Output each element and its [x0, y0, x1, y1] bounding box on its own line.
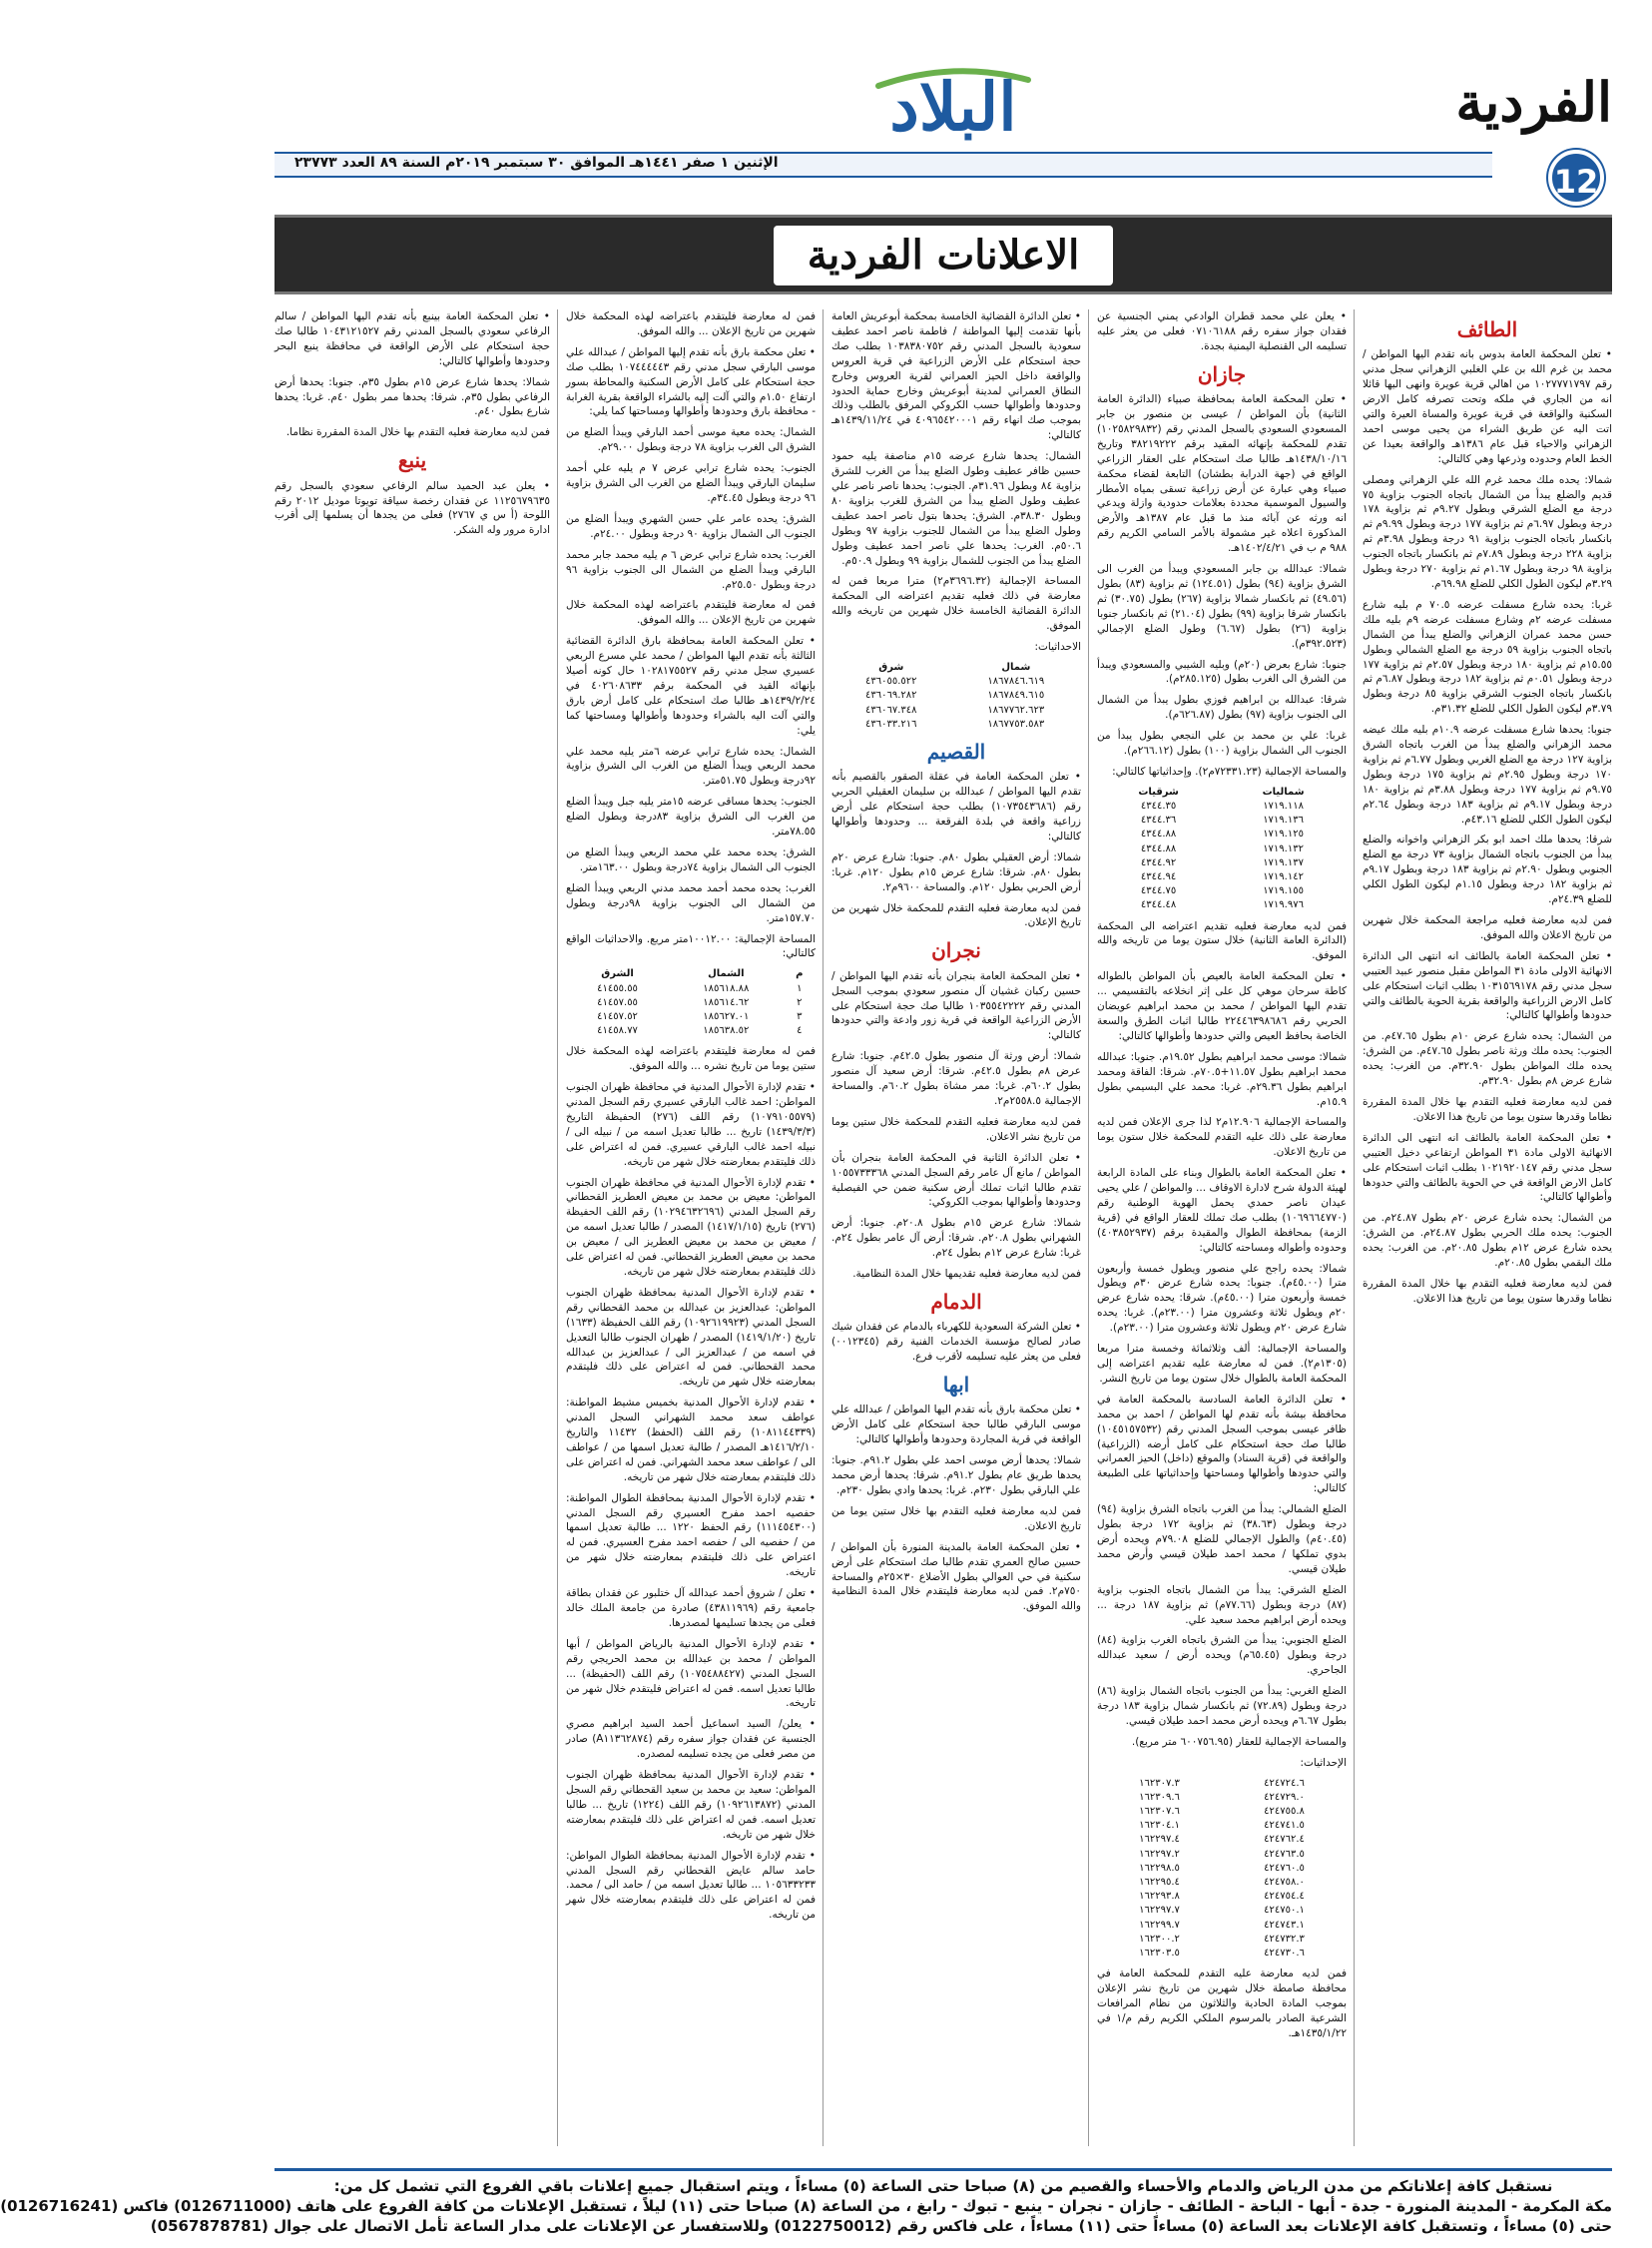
coordinates-table	[1097, 1777, 1347, 1961]
ad-text: شمالا: أرض ورثة آل منصور بطول ٤٢.٥م. جنوبا: شارع عرض ٨م بطول ٤٢.٥م. شرقا: أرض سعيد آل منصور بطول ٦٠.٢م. غربا: ممر مشاة بطول ٦٠.٢م. والمساحة الإجمالية ٢٥٥٨.٥م٢.	[831, 1050, 1081, 1107]
ad-text: فمن لديه معارضة فعليه تقديم اعتراضه الى المحكمة (الدائرة العامة الثانية) خلال ستون يوما من تاريخه والله الموفق.	[1097, 919, 1347, 962]
coord-cell: ١٦٢٢٩٧.٤	[1139, 1834, 1180, 1846]
coord-cell: ١٧١٩.١١٨	[1263, 801, 1304, 813]
ad-text: • تعلن المحكمة العامة بنجران بأنه تقدم اليها المواطن / حسين ركبان غشيان آل منصور سعودي بموجب السجل المدني رقم ١٠٣٥٥٤٢٢٢٢ طالبا صك حجة استحكام على الأرض الزراعية الواقعة في قرية زور وادعة والتي حدودها كالتالي:	[831, 969, 1081, 1042]
city-heading-taif: الطائف	[1456, 317, 1518, 341]
ad-text: شمالا: موسى محمد ابراهيم بطول ١٩.٥٢م. جنوبا: عبدالله محمد ابراهيم بطول ١١.٥٧+٧٠.٥م. شرقا: الفاقة ومحمد ابراهيم بطول ٢٩.٣٦م. غربا: محمد علي البسيمي بطول ١٥.٩م.	[1097, 1050, 1347, 1108]
coord-cell: ١٦٢٣٠٠.٢	[1139, 1933, 1180, 1945]
ad-text: • تعلن محكمة بارق بأنه تقدم اليها المواطن / عبدالله علي موسى البارقي طالبا حجة استحكام على كامل الأرض الواقعة في قرية المجاردة وحدودها وأطوالها كالتالي:	[831, 1404, 1081, 1446]
ad-text: فمن لديه معارضة فعليه مراجعة المحكمة خلال شهرين من تاريخ الاعلان والله الموفق.	[1363, 914, 1612, 941]
ad-text: الغرب: يحده شارع ترابي عرض ٦ م يليه محمد جابر محمد البارقي ويبدأ الضلع من الشمال الى الجنوب بزاوية ٩٦ درجة وبطول ٢٥.٥٠م.	[566, 548, 816, 591]
coord-cell: ٤٢٤٧٥٠.١	[1264, 1905, 1305, 1917]
ad-text: • تقدم لإدارة الأحوال المدنية بمحافظة ظهران الجنوب المواطن: سعيد بن محمد بن سعيد القحطاني رقم السجل المدني (١٠٩٢٦١٣٨٧٢) رقم اللف (١٢٢٤) تاريخ ... طالبا تعديل اسمه. فمن له اعتراض على ذلك فليتقدم بمعارضته خلال شهر من تاريخه.	[566, 1769, 816, 1841]
ad-text: والمساحة الإجمالية: ألف وثلاثمائة وخمسة مترا مربعا (١٣٠٥م٢). فمن له معارضة عليه تقديم اعتراضه إلى المحكمة العامة بالطوال خلال ستون يوما من تاريخ النشر.	[1097, 1343, 1347, 1385]
coord-cell: ١٨٦٧٧٦٢.٦٢٣	[987, 704, 1045, 716]
ad-text: فمن لديه معارضة فعليه التقدم بها خلال المدة المقررة نظاما.	[285, 426, 550, 439]
ad-text: • تقدم لإدارة الأحوال المدنية بخميس مشيط المواطنة: عواطف سعد محمد الشهراني السجل المدني (١٠٨١١٤٤٣٣٩) رقم اللف (الحفظ) ١١٤٣٢ والتاريخ ١٤١٦/٢/١٠هـ المصدر / طالبة تعديل اسمها من / عواطف الى / عواطف سعد محمد الشهراني. فمن له اعتراض على ذلك فليتقدم بمعارضته خلال شهر من تاريخه.	[566, 1397, 816, 1483]
ad-text: فمن له معارضة فليتقدم باعتراضه لهذه المحكمة خلال شهرين من تاريخ الإعلان ... والله الموفق.	[566, 599, 816, 627]
ad-text: • تقدم لإدارة الأحوال المدنية بمحافظة الطوال المواطن: حامد سالم عايض القحطاني رقم السجل المدني ١٠٥٦٣٣٢٣٣ ... طالبا تعديل اسمه من / حامد الى / محمد. فمن له اعتراض على ذلك فليتقدم بمعارضته خلال شهر من تاريخه.	[566, 1849, 816, 1922]
ad-text: • تعلن المحكمة العامة بالطائف انه انتهى الى الدائرة الانهائية الاولى مادة ٣١ المواطن ارتفاعي دخيل العتيبي سجل مدني رقم ١٠٢١٩٢٠١٤٧ بطلب اثبات استحكام على كامل الارض الواقعة في حي الحوية بالطائف والتي حدودها وأطوالها كالتالي:	[1363, 1131, 1612, 1204]
ad-text: الضلع الجنوبي: يبدأ من الشرق باتجاه الغرب بزاوية (٨٤) درجة وبطول (٦٥.٤٥م) ويحده أرض / سعيد عبدالله الجاحري.	[1097, 1634, 1347, 1677]
ad-text: شمالا: عبدالله بن جابر المسعودي ويبدأ من الغرب الى الشرق بزاوية (٩٤) بطول (١٢٤.٥١) ثم بزاوية (٨٣) بطول (٤٩.٥٦) ثم بانكسار شمالا بزاوية (٢٦٧) بطول (٣٠.٧٥) ثم بانكسار شرقا بزاوية (٩٩) بطول (٢١.٠٤) ثم بانكسار جنوبا بزاوية (٢٦) بطول (٦.٦٧) وطول الضلع الإجمالي (٣٩٢.٥٢٣م).	[1097, 563, 1347, 650]
coordinates-table	[1097, 786, 1347, 913]
city-heading-jazan: جازان	[1197, 361, 1247, 386]
coord-cell: ٣	[797, 1010, 803, 1022]
ad-text: شرقا: يحدها ملك احمد ابو بكر الزهراني واخوانه والضلع يبدأ من الجنوب باتجاه الشمال بزاوية ٧٣ درجة مع الضلع الجنوبي وبطول ٢.٩٠م ثم بزاوية ١٨٣ درجة وبطول ٩.١٧م ثم بزاوية ١٨٢ درجة وبطول ١.١٥م ليكون الطول الكلي للضلع ٢٤.٣٩م.	[1363, 834, 1612, 906]
ad-text: غربا: علي بن محمد بن علي النجعي بطول يبدأ من الجنوب الى الشمال بزاوية (١٠٠) بطول (٢٦٦.١٢م).	[1097, 730, 1347, 758]
ad-text: • تعلن المحكمة العامة في عقلة الصقور بالقصيم بأنه تقدم اليها المواطن / عبدالله بن سليمان العقيلي الحربي رقم (١٠٧٣٥٤٣٦٨٦) بطلب حجة استحكام على أرض زراعية واقعة في بلدة الفرقعة ... وحدودها وأطوالها كالتالي:	[831, 771, 1081, 843]
coord-cell: ١٧١٩.١٣٧	[1263, 856, 1304, 868]
coord-header: م	[796, 968, 804, 980]
ad-text: • يعلن/ السيد اسماعيل أحمد السيد ابراهيم مصري الجنسية عن فقدان جواز سفره رقم (A١١٣٦٢٨٧٤) صادر من مصر فعلى من يجده تسليمه لمصدره.	[566, 1718, 817, 1761]
column-divider	[823, 309, 824, 2146]
coord-cell: ١٧١٩.٩٧٦	[1263, 899, 1304, 911]
coord-header: الشمال	[708, 968, 745, 980]
ad-text: فمن له معارضة فليتقدم باعتراضه لهذه المحكمة خلال ستين يوما من تاريخ نشره ... والله الموفق.	[566, 1045, 816, 1073]
city-heading-najran: نجران	[931, 938, 981, 963]
ad-text: الشمال: يحده شارع ترابي عرضه ٦متر يليه محمد علي محمد الربعي ويبدأ الضلع من الغرب الى الشرق بزاوية ٩٢درجة وبطول ٥١.٧٥متر.	[566, 745, 816, 788]
coord-cell: ٤٢٤٧٣٢.٣	[1264, 1933, 1305, 1945]
ad-text: • تعلن / شروق أحمد عبدالله آل ختلبور عن فقدان بطاقة جامعية رقم (٤٣٨١١٩٦٩) صادرة من جامعة الملك خالد فعلى من يجدها تسليمها لمصدرها.	[566, 1587, 817, 1629]
coord-cell: ٤٢٤٧٢٩.٠	[1264, 1791, 1305, 1803]
coord-cell: ٤٢٤٧٥٨.٠	[1264, 1876, 1305, 1888]
coord-cell: ١٧١٩.١٢٥	[1263, 829, 1304, 841]
ad-text: والمساحة الإجمالية ١٢.٩٠٦م٢ لذا جرى الإعلان فمن لديه معارضة على ذلك عليه التقدم للمحكمة خلال ستون يوما من تاريخ الاعلان.	[1097, 1116, 1347, 1159]
coord-cell: ٤٢٤٧٦٠.٥	[1264, 1862, 1305, 1874]
ad-text: غربا: يحده شارع مسفلت عرضه ٧٠.٥ م بليه شارع مسفلت عرضه ٢م وشارع مسفلت عرضه ٩م بليه ملك حسن محمد عمران الزهراني والضلع يبدأ من الشمال باتجاه الجنوب بزاوية ٥٩ درجة مع الضلع الشمالي وبطول ١٥.٥٥م ثم بزاوية ١٨٠ درجة وبطول ٢.٥٧م ثم بزاوية ١٧٧ درجة وبطول ٠.٥١م ثم بزاوية ١٨٢ درجة وبطول ٦.٨٧م ثم بانكسار باتجاه الجنوب الشرقي بزاوية ٨٥ درجة وبطول ٣.٧٩م ليكون الطول الكلي للضلع ٣١.٣٢م.	[1363, 598, 1613, 716]
coord-cell: ٤٣٤٤.٨٨	[1140, 829, 1177, 841]
ad-text: الشمال: يحدها شارع عرضه ١٥م مناصفة يليه حمود حسين ظافر عطيف وطول الضلع يبدأ من الغرب للشرق بزاوية ٨٤ وبطول ٣١.٩٦م. الجنوب: يحدها ناصر ناصر علي عطيف وطول الضلع يبدأ من الشرق للغرب بزاوية ٨٠ وبطول ٣٨.٣٠م. الشرق: يحدها بتول ناصر احمد عطيف وطول الضلع يبدأ من الشمال للجنوب بزاوية ٩٧ وبطول ٥٠.٦م. الغرب: يحدها علي ناصر احمد عطيف وطول الضلع يبدأ من الجنوب للشمال بزاوية ٩٩ وبطول ٥٠.٩م.	[831, 450, 1081, 567]
page-number-badge: 12	[1548, 150, 1604, 206]
coord-cell: ٤١٤٥٧.٥٥	[597, 996, 638, 1008]
coord-cell: ١٨٥٦٢٧.٠١	[703, 1010, 750, 1022]
coord-cell: ١٦٢٢٩٧.٧	[1139, 1905, 1180, 1917]
coord-cell: ٤٣٤٤.٤٨	[1140, 899, 1177, 911]
coord-cell: ٤٣٦٠٣٣.٢١٦	[865, 718, 917, 730]
coord-cell: ١٨٥٦١٨.٨٨	[703, 982, 750, 994]
coord-cell: ٤٢٤٧٦٢.٤	[1264, 1834, 1305, 1846]
coord-header: شرق	[878, 661, 904, 673]
coord-cell: ١٦٢٢٩٥.٤	[1139, 1876, 1180, 1888]
ad-text: فمن لديه معارضة فعليه التقدم للمحكمة خلال ستين يوما من تاريخ نشر الاعلان.	[831, 1115, 1081, 1143]
ad-text: • تقدم لإدارة الأحوال المدنية في محافظة ظهران الجنوب المواطن: احمد غالب البارقي عسيري رقم السجل المدني (١٠٧٩١٠٥٥٧٩) رقم اللف (٢٧٦) الحفيظة التاريخ (١٤٣٩/٣/٣) تاريخ ... طالبا تعديل اسمه من / نبيله الى / نبيله احمد غالب البارقي عسيري. فمن له اعتراض على ذلك فليتقدم بمعارضته خلال شهر من تاريخه.	[566, 1081, 816, 1168]
coord-cell: ٤١٤٥٥.٥٥	[597, 982, 638, 994]
ad-text: المساحة الإجمالية: ١٠٠١٢.٠٠متر مربع. والاحداثيات الواقع كالتالي:	[566, 932, 816, 960]
ad-text: شمالا: يحدها أرض موسى احمد علي بطول ٩١.٢م. جنوبا: يحدها طريق عام بطول ٩١.٢م. شرقا: يحدها أرض محمد علي البارقي بطول ٢٣٠م. غربا: يحدها وادي بطول ٢٣٠م.	[831, 1454, 1082, 1496]
ad-text: • تعلن المحكمة العامة بينبع بأنه تقدم اليها المواطن / سالم الرفاعي سعودي بالسجل المدني رقم ١٠٤٣١٢١٥٢٧ طالبا صك حجة استحكام على الأرض الواقعة في محافظة ينبع البحر وحدودها وأطوالها كالتالي:	[275, 310, 550, 367]
coord-cell: ٤٢٤٧٤١.٥	[1264, 1820, 1305, 1832]
coord-cell: ١٨٦٧٧٥٣.٥٨٣	[987, 718, 1045, 730]
coord-cell: ٤٣٦٠٦٧.٣٤٨	[865, 704, 917, 716]
coord-cell: ٤٣٦٠٥٥.٥٢٢	[865, 676, 917, 688]
column-divider	[1088, 309, 1089, 2146]
coord-cell: ٢	[797, 996, 803, 1008]
ad-text: شمالا: يحدها شارع عرض ١٥م بطول ٣٥م. جنوبا: يحدها أرض الرفاعي بطول ٣٥م. شرقا: يحدها ممر بطول ٤٠م. غربا: يحدها شارع بطول ٤٠م.	[275, 375, 551, 418]
ad-text: من الشمال: يحده شارع عرض ٢٠م بطول ٢٤.٨٧م. من الجنوب: يحده ملك الحربي بطول ٢٤.٨٧م. من الشرق: يحده شارع عرض ١٢م بطول ٢٠.٨٥م. من الغرب: يحده ملك البقمي بطول ٢٠.٨٥م.	[1363, 1212, 1613, 1270]
coord-header: شماليات	[1262, 786, 1305, 798]
coord-cell: ٤٣٤٤.٣٥	[1140, 801, 1177, 813]
section-banner	[275, 215, 1612, 294]
column-5	[275, 309, 550, 2156]
footer-line: مكة المكرمة - المدينة المنورة - جدة - أبها - الباحة - الطائف - جازان - نجران - ينبع - تبوك - رابغ ، من الساعة (٨) صباحا حتى (١١) ليلاً ، تستقبل الإعلانات من كافة الفروع على هاتف (0126711000) فاكس (0126716241)	[0, 2197, 1612, 2215]
ad-text: الضلع الشمالي: يبدأ من الغرب باتجاه الشرق بزاوية (٩٤) درجة وبطول (٣٨.٦٣) ثم بزاوية ١٧٢ درجة بطول (٤٠.٤٥م) والطول الإجمالي للضلع ٧٩.٠٨م ويحده أرض بدوي تملكها / محمد احمد طيلان قيسي وأرض محمد طيلان قيسي.	[1097, 1503, 1347, 1575]
ad-text: • تعلن الدائرة الثانية في المحكمة العامة بنجران بأن المواطن / مانع آل عامر رقم السجل المدني ١٠٥٥٧٣٣٣٦٨ تقدم طالبا اثبات تملك أرض سكنية ضمن حي الفيصلية وحدودها وأطوالها بموجب الكروكي:	[831, 1151, 1081, 1209]
ad-text: والمساحة الإجمالية للعقار (٦٠٠٧٥٦.٩٥ متر مربع).	[1131, 1735, 1347, 1748]
coord-cell: ١٦٢٣٠٣.٥	[1139, 1947, 1180, 1959]
ad-text: الجنوب: يحده شارع ترابي عرض ٧ م يليه علي أحمد سليمان البارقي ويبدأ الضلع من الغرب الى الشرق بزاوية ٩٦ درجة وبطول ٣٤.٤٥م.	[566, 462, 816, 504]
ad-text: • يعلن علي محمد قطران الوادعي يمني الجنسية عن فقدان جواز سفره رقم ٠٧١٠٦١٨٨ فعلى من يعثر عليه تسليمه الى القنصلية اليمنية بجدة.	[1097, 310, 1347, 352]
coord-cell: ١٧١٩.١٤٢	[1263, 870, 1304, 882]
coord-header: شمال	[1001, 661, 1031, 673]
ad-text: شمالا: شارع عرض ١٥م بطول ٢٠.٨م. جنوبا: أرض الشهراني بطول ٢٠.٨م. شرقا: أرض آل عامر بطول ٢٤م. غربا: شارع عرض ١٢م بطول ٢٤م.	[831, 1217, 1081, 1260]
coord-cell: ٤٢٤٧٤٣.١	[1264, 1919, 1305, 1931]
coord-cell: ٤١٤٥٧.٥٢	[597, 1010, 638, 1022]
coord-cell: ٤٢٤٧٦٣.٥	[1264, 1848, 1305, 1860]
coord-cell: ٤٣٤٤.٣٦	[1140, 815, 1177, 827]
ad-text: شرقا: عبدالله بن ابراهيم فوزي بطول يبدأ من الشمال الى الجنوب بزاوية (٩٧) بطول (٦٢٦.٨٧م).	[1097, 694, 1347, 722]
coord-cell: ١٨٦٧٨٤٦.٦١٩	[987, 676, 1045, 688]
column-divider	[557, 309, 558, 2146]
coordinates-table	[831, 661, 1081, 732]
ad-text: • تعلن المحكمة العامة بمحافظة بارق الدائرة القضائية الثالثة بأنه تقدم اليها المواطن / محمد علي مسرع الربعي عسيري سجل مدني رقم ١٠٢٨١٧٥٥٢٧ حال كونه أصيلا بإنهائه القيد في المحكمة برقم ٤٠٢٦٠٨٦٣٣ في ١٤٣٩/٢/٢٤هـ طالبا صك استحكام على كامل أرض بارق والتي آلت اليه بالشراء وحدودها وأطوالها ومساحتها كما يلي:	[566, 635, 816, 737]
masthead	[235, 0, 1652, 200]
coord-cell: ٤٢٤٧٥٤.٤	[1264, 1891, 1305, 1903]
logo-wordmark: البلاد	[889, 68, 1017, 146]
coord-cell: ١٦٢٢٩٩.٧	[1139, 1919, 1180, 1931]
coord-cell: ١٦٢٣٠٧.٣	[1139, 1777, 1180, 1789]
ad-text: فمن لديه معارضة عليه التقدم للمحكمة العامة في محافظة صامطة خلال شهرين من تاريخ نشر الإعلان بموجب المادة الحادية والثلاثون من نظام المرافعات الشرعية الصادر بالمرسوم الملكي الكريم رقم م/١ في ١٤٣٥/١/٢٢هـ.	[1097, 1967, 1347, 2039]
city-heading-yanbu: ينبع	[397, 448, 427, 473]
footer-line: نستقبل كافة إعلاناتكم من مدن الرياض والدمام والأحساء والقصيم من (٨) صباحا حتى الساعة (٥) مساءاً ، ويتم استقبال جميع إعلانات باقي الفروع التي تشمل كل من:	[333, 2177, 1553, 2195]
coord-cell: ٤٣٤٤.٧٥	[1140, 885, 1177, 897]
ad-text: • تقدم لإدارة الأحوال المدنية في محافظة ظهران الجنوب المواطن: معيض بن محمد بن معيض العطريز القحطاني رقم السجل المدني (١٠٢٩٤٦٣٢٦٩٦) رقم اللف الحفيظة (٢٧٦) تاريخ (١٤١٧/١/١٥) المصدر / طالبا تعديل اسمه من / معيض بن محمد بن معيض العطريز الى / معيض بن محمد بن معيض العطريز القحطاني. فمن له اعتراض على ذلك فليتقدم بمعارضته خلال شهر من تاريخه.	[566, 1176, 816, 1278]
ad-text: الشمال: يحده معية موسى أحمد البارقي ويبدأ الضلع من الشرق الى الغرب بزاوية ٧٨ درجة وبطول ٢٩.٠٠م.	[566, 426, 816, 454]
ad-text: فمن لديه معارضة فعليه التقدم بها خلال المدة المقررة نظاما وقدرها ستون يوما من تاريخ هذا الاعلان.	[1363, 1277, 1612, 1305]
ad-text: الشرق: يحده عامر علي حسن الشهري ويبدأ الضلع من الجنوب الى الشمال بزاوية ٩٠ درجة وبطول ٢٤.٠٠م.	[566, 512, 816, 540]
coord-cell: ٤١٤٥٨.٧٧	[597, 1025, 638, 1037]
coord-cell: ٤٢٤٧٣٠.٦	[1264, 1947, 1305, 1959]
ad-text: جنوبا: يحدها شارع مسفلت عرضه ١٠.٩م بليه ملك عيضه محمد الزهراني والضلع يبدأ من الغرب باتجاه الشرق بزاوية ١٢٧ درجة مع الضلع الغربي وبطول ٦.٧٧م ثم بزاوية ١٧٠ درجة وبطول ٢.٩٥م ثم بزاوية ١٧٥ درجة وبطول ٩.٧٥م ثم بزاوية ١٧٧ درجة وبطول ٣.٨٨م ثم بزاوية ١٨٠ درجة وبطول ٩.١٧م ثم بزاوية ١٨٣ درجة وبطول ٢.٦٤م ليكون الطول الكلي للضلع ٤٣.١٦م.	[1363, 724, 1613, 826]
dateline: الإثنين ١ صفر ١٤٤١هـ الموافق ٣٠ سبتمبر ٢٠١٩م السنة ٨٩ العدد ٢٣٧٧٣	[294, 155, 779, 171]
section-title: الفردية	[1455, 70, 1612, 134]
city-heading-dammam: الدمام	[930, 1289, 982, 1314]
ad-text: • تعلن الدائرة القضائية الخامسة بمحكمة أبوعريش العامة بأنها تقدمت إليها المواطنة / فاطمة ناصر احمد عطيف سعودية بالسجل المدني رقم ١٠٣٨٣٨٠٧٥٢ بطلب صك حجة استحكام على الأرض الزراعية في قرية العروس والواقعة داخل الحيز العمراني لقرية العروس وخارج النطاق العمراني لمدينة أبوعريش وخارج حماية الحدود وحدودها وأطوالها حسب الكروكي المرفق بالطلب وذلك بموجب صك انهاء رقم ٤٠٩٦٥٤٢٠٠٠١ في ١٤٣٩/١١/٢٤هـ كالتالي:	[831, 310, 1081, 442]
ad-text: الإحداثيات:	[1300, 1756, 1347, 1769]
coord-cell: ١٦٢٣٠٩.٦	[1139, 1791, 1180, 1803]
coord-cell: ١٦٢٢٩٣.٨	[1139, 1891, 1180, 1903]
ad-text: والمساحة الإجمالية (٧٢٣٣١.٢٣م٢). وإحداثياتها كالتالي:	[1112, 765, 1347, 778]
ad-text: • تقدم لإدارة الأحوال المدنية بمحافظة الطوال المواطنة: حفصيه احمد مفرح العسيري رقم السجل المدني (١١١٤٥٤٣٠٠) رقم الحفظ ١٢٢٠ ... طالبة تعديل اسمها من / حفصيه الى / حفصه احمد مفرح العسيري. فمن له اعتراض على ذلك فليتقدم بمعارضته خلال شهر من تاريخه.	[566, 1491, 816, 1579]
coord-cell: ٤٣٤٤.٨٨	[1140, 843, 1177, 854]
coord-header: الشرق	[601, 968, 634, 980]
coord-cell: ٤٣٤٤.٩٤	[1140, 870, 1177, 882]
coord-cell: ١٧١٩.١٣٢	[1263, 843, 1304, 854]
coord-cell: ٤٣٤٤.٩٢	[1140, 856, 1177, 868]
coord-cell: ٤٢٤٧٥٥.٨	[1264, 1806, 1305, 1818]
city-heading-abha: ابها	[942, 1373, 970, 1398]
coord-header: شرقيات	[1138, 786, 1179, 798]
ad-text: المساحة الإجمالية (٣٦٩٦.٣٢م٢) مترا مربعا فمن له معارضة في ذلك فعليه تقديم اعتراضه الى المحكمة الدائرة القضائية الخامسة خلال شهرين من تاريخه والله الموفق.	[831, 575, 1082, 633]
ad-text: • تعلن المحكمة العامة بدوس بانه تقدم اليها المواطن / محمد بن غرم الله بن علي الغلبي الزهراني سجل مدني رقم ١٠٢٧٧٧١٧٩٧ من اهالي قرية عويرة وانهى اليها قائلا انه من الجاري في ملكه وتحت تصرفه كامل الارض السكنية والواقعة في قرية عويرة والمساة العيرة والتي اتت اليه عن طريق الشراء من يحيى موسى احمد الزهراني والاحياء قبل عام ١٣٨٦هـ والواقعة بعيدا عن الخط العام وحدوده وذرعها وهي كالتالي:	[1363, 348, 1612, 465]
coord-cell: ١٨٦٧٨٤٩.٦١٥	[987, 690, 1045, 702]
ad-text: فمن لديه معارضة فعليه تقديمها خلال المدة النظامية.	[852, 1268, 1081, 1281]
ad-text: الضلع الغربي: يبدأ من الجنوب باتجاه الشمال بزاوية (٨٦) درجة وبطول (٧٢.٨٩) ثم بانكسار شمال بزاوية ١٨٣ درجة بطول ٦.٦٧م ويحده أرض محمد احمد طيلان قيسي.	[1097, 1685, 1347, 1727]
ad-text: الضلع الشرقي: يبدأ من الشمال باتجاه الجنوب بزاوية (٨٧) درجة وبطول (٧٧.٦٦م) ثم بزاوية ١٨٧ درجة ... ويحده أرض ابراهيم محمد سعيد علي.	[1097, 1583, 1347, 1626]
ad-text: • تعلن المحكمة العامة بالطائف انه انتهى الى الدائرة الانهائية الاولى مادة ٣١ المواطن مقبل منصور عبيد العتيبي سجل مدني رقم ١٠٣١٥٦٩١٧٨ بطلب اثبات استحكام على كامل الارض الزراعية والواقعة بقرية الحوية بالطائف والتي حدودها وأطوالها كالتالي:	[1363, 949, 1612, 1022]
ad-text: • تعلن المحكمة العامة بمحافظة صبياء (الدائرة العامة الثانية) بأن المواطن / عيسى بن منصور بن جابر المسعودي السعودي بالسجل المدني رقم (١٠٢٥٨٢٩٨٣٢) تقدم للمحكمة بإنهائه المقيد برقم ٣٨٢١٩٢٢٢ وتاريخ ١٤٣٨/١٠/١٦هـ طالبا صك استحكام على العقار الزراعي الواقع في (جهة الدرابة بطشان) التابعة لقضاء محكمة صبياء وهي عبارة عن أرض زراعية تسقى بمياه الأمطار والسيول الموسمية محددة بعلامات حدودية وازلة ويدعي انه ورثه عن آبائه منذ ما قبل عام ١٣٨٧هـ والأرض المذكورة اعلاه غير مشمولة بالأمر السامي الكريم رقم ٩٨٨ م ب في ١٤٠٢/٤/٢١هـ.	[1097, 393, 1347, 555]
column-4	[566, 309, 816, 2156]
ad-text: الشرق: يحده محمد علي محمد الربعي ويبدأ الضلع من الجنوب الى الشمال بزاوية ٧٤درجة وبطول ١٦٣.٠٠متر.	[566, 846, 816, 873]
footer-notice	[0, 2168, 1612, 2238]
newspaper-logo	[863, 60, 1043, 160]
ad-text: شمالا: يحده ملك محمد غرم الله علي الزهراني ومصلى قديم والضلع يبدأ من الشمال باتجاه الجنوب بزاوية ٧٥ درجة مع الضلع الشرقي وبطول ٩.٢٧م ثم بزاوية ١٧٨ درجة وبطول ٦.٩٧م ثم بزاوية ١٧٧ درجة وبطول ٩.٩٩م ثم بانكسار باتجاه الجنوب بزاوية ٩١ درجة وبطول ٣.٩٨م ثم بزاوية ٢٢٨ درجة وبطول ٧.٨٩م ثم بانكسار باتجاه الجنوب بزاوية ٩٨ درجة وبطول ١.٦٧م ثم بزاوية ٢٧٠ درجة وبطول ٣.٢٩م ليكون الطول الكلي للضلع ٦٩.٩٨م.	[1363, 473, 1613, 590]
ad-text: • تعلن الدائرة العامة السادسة بالمحكمة العامة في محافظة بيشة بأنه تقدم لها المواطن / احمد بن محمد ظافر عيسى بموجب السجل المدني رقم (١٠٤٥١٥٧٥٣٢) طالبا صك حجة استحكام على كامل أرضه (الزراعية) والواقعة في (قرية السناد) والموقع (داخل) الحيز العمراني والتي حدودها وأطوالها ومساحتها وإحداثياتها على الطبيعة كالتالي:	[1097, 1393, 1347, 1495]
coord-cell: ١٧١٩.١٣٦	[1263, 815, 1304, 827]
column-3	[831, 309, 1081, 2156]
ad-text: فمن لديه معارضة فعليه التقدم للمحكمة خلال شهرين من تاريخ الإعلان.	[831, 901, 1081, 929]
footer-line: حتى (٥) مساءاً ، وتستقبل كافة الإعلانات بعد الساعة (٥) مساءاً حتى (١١) مساءاً ، على فاكس رقم (0122750012) وللاستفسار عن الإعلانات على مدار الساعة تأمل الاتصال على جوال (0567878781)	[150, 2217, 1612, 2235]
coord-cell: ١٦٢٣٠٧.٦	[1139, 1806, 1180, 1818]
coord-cell: ١٨٥٦٣٨.٥٢	[703, 1025, 750, 1037]
coord-cell: ١٦٢٢٩٨.٥	[1139, 1862, 1180, 1874]
ad-text: الجنوب: يحدها مساقى عرضه ١٥متر يليه جبل ويبدأ الضلع من الغرب الى الشرق بزاوية ٨٣درجة وبطول الضلع ٧٨.٥٥متر.	[566, 796, 816, 839]
ad-text: • تعلن المحكمة العامة بالمدينة المنورة بأن المواطن / حسين صالح العمري تقدم طالبا صك استحكام على أرض سكنية في حي العوالي بطول الأضلاع ٣٠×٢٥م والمساحة ٧٥٠م٢. فمن لديه معارضة فليتقدم خلال المدة النظامية والله الموفق.	[831, 1540, 1081, 1613]
ad-text: من الشمال: يحده شارع عرض ١٠م بطول ٤٧.٦٥م. من الجنوب: يحده ملك ورثة ناصر بطول ٤٧.٦٥م. من الشرق: يحده ملك المواطن بطول ٣٢.٩٠م. من الغرب: يحده شارع عرض ٨م بطول ٣٢.٩٠م.	[1363, 1030, 1613, 1088]
ad-text: فمن له معارضة فليتقدم باعتراضه لهذه المحكمة خلال شهرين من تاريخ الإعلان ... والله الموفق.	[566, 310, 816, 337]
coord-cell: ١	[797, 982, 803, 994]
coordinates-table	[566, 967, 816, 1038]
ad-text: شمالا: يحده راجح علي منصور ويطول خمسة وأربعون مترا (٤٥.٠٠م). جنوبا: يحده شارع عرض ٣٠م ويطول خمسة وأربعون مترا (٤٥.٠٠م). شرقا: يحده شارع عرض ٢٠م ويطول ثلاثة وعشرون مترا (٢٣.٠٠م). غربا: يحده شارع عرض ٢٠م ويطول ثلاثة وعشرون مترا (٢٣.٠٠م).	[1097, 1262, 1348, 1335]
ad-text: جنوبا: شارع بعرض (٢٠م) وبليه الشيبي والمسعودي ويبدأ من الشرق الى الغرب بطول (٢٨٥.١٢٥م).	[1097, 658, 1347, 686]
banner-title: الاعلانات الفردية	[774, 226, 1113, 285]
coord-cell: ٤٢٤٧٢٤.٦	[1264, 1777, 1305, 1789]
city-heading-qassim: القصيم	[926, 739, 986, 764]
ad-text: الاحداثيات:	[1034, 641, 1081, 654]
column-1	[1363, 309, 1612, 2156]
ad-text: • تقدم لإدارة الأحوال المدنية بالرياض المواطن / أبها المواطن / محمد بن عبدالله بن محمد الحريجي رقم السجل المدني (١٠٧٥٤٨٨٤٢٧) رقم اللف (الحفيظة) ... طالبا تعديل اسمه. فمن له اعتراض فليتقدم خلال شهر من تاريخه.	[566, 1637, 817, 1710]
ad-text: • تعلن محكمة بارق بأنه تقدم إليها المواطن / عبدالله علي موسى البارقي سجل مدني رقم ١٠٧٤٤٤٤٤٣ بطلب صك حجة استحكام على كامل الأرض السكنية والمحاطة بسور ارتفاع ١.٥٠م والتي آلت إليه بالشراء الواقعة بقرية الغرابة - محافظة بارق وحدودها وأطوالها ومساحتها كما يلي:	[566, 345, 817, 418]
ad-text: شمالا: أرض العقيلي بطول ٨٠م. جنوبا: شارع عرض ٢٠م بطول ٨٠م. شرقا: شارع عرض ١٥م بطول ١٢٠م. غربا: أرض الحربي بطول ١٢٠م. والمساحة ٩٦٠٠م٢.	[831, 850, 1081, 893]
ad-text: الغرب: يحده محمد أحمد محمد مدني الربعي ويبدأ الضلع من الشمال الى الجنوب بزاوية ٩٨درجة وبطول ١٥٧.٧٠متر.	[566, 881, 816, 924]
coord-cell: ٤٣٦٠٦٩.٢٨٢	[865, 690, 917, 702]
coord-cell: ١٧١٩.١٥٥	[1263, 885, 1304, 897]
ad-text: فمن لديه معارضة فعليه التقدم بها خلال المدة المقررة نظاما وقدرها ستون يوما من تاريخ هذا الاعلان.	[1363, 1095, 1612, 1123]
coord-cell: ١٦٢٢٩٧.٢	[1139, 1848, 1180, 1860]
column-divider	[1354, 309, 1355, 2146]
column-2	[1097, 309, 1347, 2156]
ad-text: • تعلن الشركة السعودية للكهرباء بالدمام عن فقدان شيك صادر لصالح مؤسسة الخدمات الفنية رقم (٠٠١٢٣٤٥) فعلى من يعثر عليه تسليمه لأقرب فرع.	[831, 1321, 1081, 1364]
ad-text: • تقدم لإدارة الأحوال المدنية بمحافظة ظهران الجنوب المواطن: عبدالعزيز بن عبدالله بن محمد القحطاني رقم السجل المدني (١٠٩٢٦١٩٩٢٣) رقم اللف الحفيظة (١٦٣٣) تاريخ (١٤١٩/١/٢٠) المصدر / ظهران الجنوب طالبا التعديل في اسمه من / عبدالعزيز الى / عبدالعزيز بن عبدالله محمد القحطاني. فمن له اعتراض على ذلك فليتقدم بمعارضته خلال شهر من تاريخه.	[566, 1286, 817, 1389]
coord-cell: ١٦٢٣٠٤.١	[1139, 1820, 1180, 1832]
ad-text: • يعلن عبد الحميد سالم الرفاعي سعودي بالسجل رقم ١١٢٥٦٧٩٦٣٥ عن فقدان رخصة سياقة تويوتا موديل ٢٠١٢ رقم اللوحة (أ س ي ٢٧٦٧) فعلى من يجدها أن يسلمها إلى أقرب ادارة مرور وله الشكر.	[275, 479, 550, 537]
ad-text: • تعلن المحكمة العامة بالعيص بأن المواطن بالطواله كاطة سرحان موهي كل على إثر انخلاعه بالتقسيمي ... تقدم اليها المواطن / محمد بن محمد ابراهيم عويضان الحربي رقم ٢٢٤٤٦٣٩٨٦٨٦ طالبا اثبات الطرق والسعة الخاصة بحافظ العيص والتي حدودها وأطوالها كالتالي:	[1097, 970, 1347, 1042]
coord-cell: ١٨٥٦١٤.٦٢	[703, 996, 750, 1008]
coord-cell: ٤	[797, 1025, 803, 1037]
ad-text: فمن لديه معارضة فعليه التقدم بها خلال ستين يوما من تاريخ الاعلان.	[831, 1504, 1081, 1532]
ad-text: • تعلن المحكمة العامة بالطوال وبناء على المادة الرابعة لهيئة الدولة شرح لادارة الاوقاف ... والمواطن / علي يحيى عيدان ناصر حمدي يحمل الهوية الوطنية رقم (١٠٦٩٦٦٤٧٧٠) بطلب صك تملك للعقار الواقع في (قرية الزمة) بمحافظة الطوال والمقيدة برقم (٤٠٣٨٥٢٩٣٧) وحدوده وأطواله ومساحته كالتالي:	[1097, 1167, 1347, 1254]
